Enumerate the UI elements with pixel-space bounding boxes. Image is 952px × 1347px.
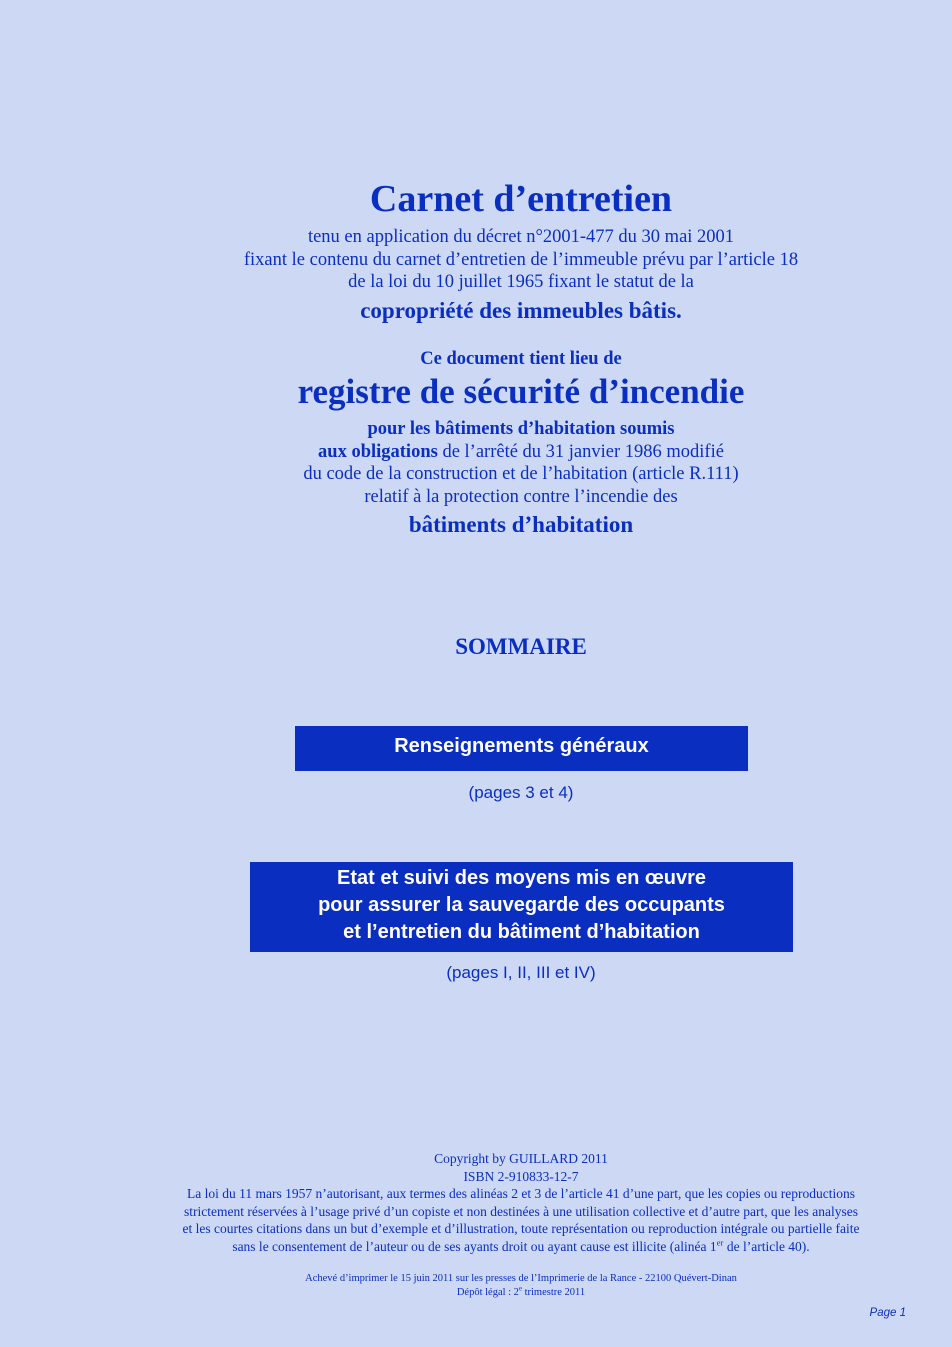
habitation-emphasis: bâtiments d’habitation <box>408 512 634 537</box>
habitation-rest: de l’arrêté du 31 janvier 1986 modifié <box>437 441 724 462</box>
copyright-text: sans le consentement de l’auteur ou de ses ayants droit ou ayant cause est illicite (alinéa 1 <box>232 1238 717 1254</box>
copyright-notice <box>45 1150 952 1255</box>
registre-heading: registre de sécurité d’incendie <box>297 372 745 411</box>
section-pages: (pages 3 et 4) <box>468 783 574 802</box>
section-pages: (pages I, II, III et IV) <box>446 963 596 982</box>
legal-deposit <box>45 1286 952 1300</box>
document-title: Carnet d’entretien <box>369 178 673 220</box>
sommaire-heading: SOMMAIRE <box>455 634 587 659</box>
section-label-line: et l’entretien du bâtiment d’habitation <box>343 921 700 943</box>
superscript: e <box>518 1285 522 1292</box>
intro-line: tenu en application du décret n°2001-477 du 30 mai 2001 <box>307 227 735 247</box>
intro-emphasis: copropriété des immeubles bâtis. <box>360 297 682 323</box>
copyright-line: La loi du 11 mars 1957 n’autorisant, aux termes des alinéas 2 et 3 de l’article 41 d’une part, que les copies ou reproductions <box>187 1186 855 1201</box>
intro-line: fixant le contenu du carnet d’entretien de l’immeuble prévu par l’article 18 <box>243 249 799 270</box>
printing-line: Achevé d’imprimer le 15 juin 2011 sur les presses de l’Imprimerie de la Rance - 22100 Quévert-Dinan <box>305 1273 737 1284</box>
printing-info <box>45 1272 952 1299</box>
habitation-line: pour les bâtiments d’habitation soumis <box>367 419 675 439</box>
superscript: er <box>716 1237 724 1247</box>
document-note: Ce document tient lieu de <box>420 349 622 369</box>
intro-text <box>45 226 952 326</box>
intro-line: de la loi du 10 juillet 1965 fixant le statut de la <box>348 272 694 292</box>
copyright-line <box>45 1238 952 1256</box>
section-label-line: pour assurer la sauvegarde des occupants <box>318 894 725 916</box>
printing-text: Dépôt légal : 2 <box>456 1286 519 1298</box>
habitation-bold: aux obligations <box>318 441 438 462</box>
page-number: Page 1 <box>869 1307 906 1319</box>
printing-text: trimestre 2011 <box>521 1286 586 1298</box>
copyright-line: Copyright by GUILLARD 2011 <box>434 1151 608 1166</box>
habitation-text <box>45 418 952 540</box>
isbn: ISBN 2-910833-12-7 <box>463 1168 579 1184</box>
section-box-renseignements <box>295 726 748 771</box>
habitation-line <box>45 441 952 464</box>
habitation-line: du code de la construction et de l’habitation (article R.111) <box>303 464 739 484</box>
copyright-line: et les courtes citations dans un but d’exemple et d’illustration, toute représentation ou reproduction intégrale ou partielle faite <box>182 1221 860 1236</box>
section-box-etat-suivi <box>250 862 793 952</box>
section-label: Renseignements généraux <box>394 735 649 757</box>
habitation-line: relatif à la protection contre l’incendie des <box>364 486 678 507</box>
section-label-line: Etat et suivi des moyens mis en œuvre <box>336 867 706 889</box>
copyright-line: strictement réservées à l’usage privé d’un copiste et non destinées à une utilisation collective et d’autre part, que les analyses <box>183 1203 858 1219</box>
copyright-text: de l’article 40). <box>723 1238 810 1254</box>
